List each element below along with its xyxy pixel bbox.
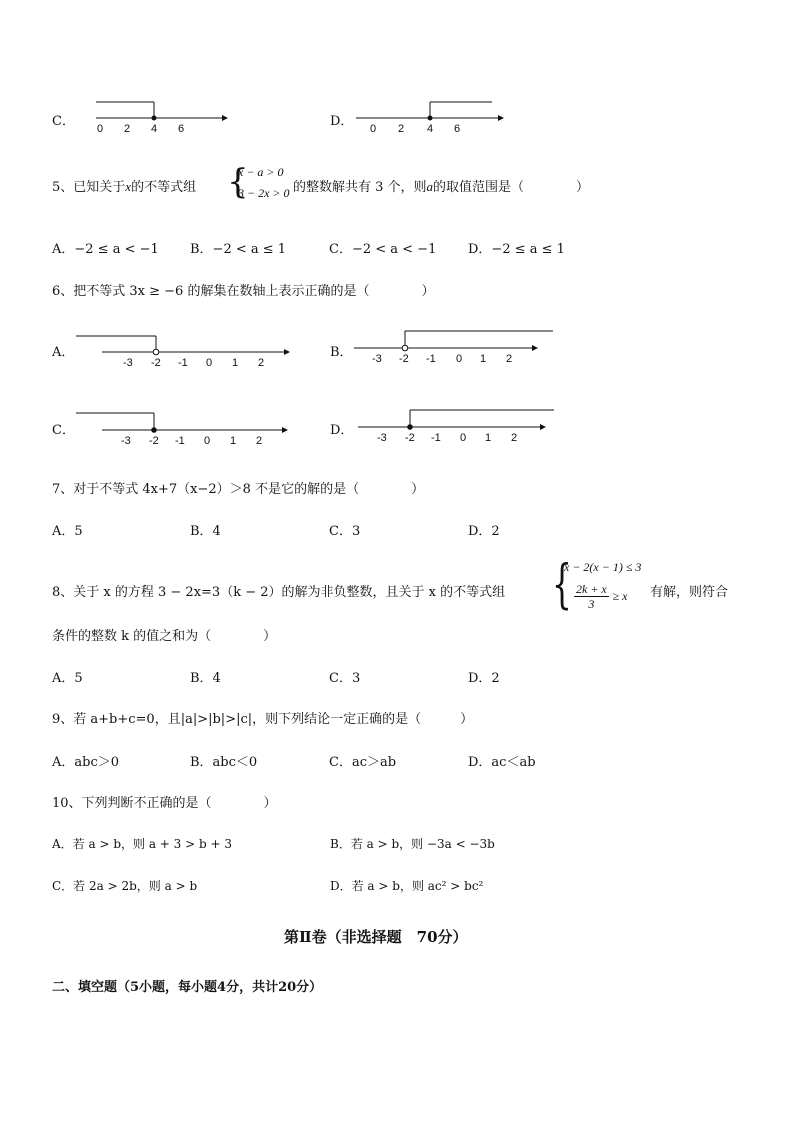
q7-option-b: B．4 [190,524,221,539]
svg-text:2: 2 [258,357,265,369]
section-heading: 二、填空题（5小题，每小题4分，共计20分） [52,980,323,995]
svg-text:0: 0 [204,435,211,447]
q7-option-c: C．3 [329,524,361,539]
svg-text:-2: -2 [151,357,161,369]
q8-stem-a: 8、关于 x 的方程 3 − 2x=3（k − 2）的解为非负整数，且关于 x 的不等式组 [52,585,506,600]
svg-text:-1: -1 [178,357,188,369]
svg-text:-3: -3 [372,353,382,365]
svg-text:0: 0 [456,353,463,365]
q9-option-c: C．ac＞ab [329,755,397,770]
q8-ineq1: x − 2(x − 1) ≤ 3 [564,560,642,574]
svg-text:-2: -2 [399,353,409,365]
q6-option-d-numberline [354,404,558,448]
q6-stem: 6、把不等式 3x ≥ −6 的解集在数轴上表示正确的是（ ） [52,284,435,299]
svg-text:2: 2 [256,435,263,447]
svg-text:-3: -3 [121,435,131,447]
q5-option-a: A．−2 ≤ a < −1 [52,242,159,257]
svg-text:1: 1 [485,432,492,444]
q5-brace: { [227,162,249,202]
q8-stem-b: 有解，则符合 [650,585,729,600]
tick-label: 4 [151,123,158,135]
tick-label: 2 [124,123,131,135]
q4-option-c-label: C． [52,114,75,129]
q5-option-d: D．−2 ≤ a ≤ 1 [468,242,565,257]
svg-text:1: 1 [230,435,237,447]
q5-ineq1: x − a > 0 [238,165,284,179]
q6-option-b-numberline [350,326,555,370]
svg-text:-3: -3 [377,432,387,444]
q8-option-d: D．2 [468,671,500,686]
q4-option-d-label: D． [330,114,354,129]
q5-stem-end: 的整数解共有 3 个，则a的取值范围是（ ） [293,179,590,195]
q8-stem-c: 条件的整数 k 的值之和为（ ） [52,629,277,644]
tick-label: 0 [370,123,377,135]
q10-option-c: C．若 2a > 2b，则 a > b [52,879,198,893]
tick-label: 0 [97,123,104,135]
tick-label: 6 [454,123,461,135]
q8-ineq2: $\frac{2k + x}{3}$ ≥ x [576,582,628,611]
q9-option-a: A．abc＞0 [52,755,120,770]
q9-option-b: B．abc＜0 [190,755,258,770]
svg-text:0: 0 [206,357,213,369]
q8-option-c: C．3 [329,671,361,686]
svg-text:2: 2 [506,353,513,365]
part2-title: 第Ⅱ卷（非选择题 70分） [284,928,468,946]
svg-text:-2: -2 [405,432,415,444]
q6-option-d-label: D． [330,423,354,438]
svg-text:-3: -3 [123,357,133,369]
svg-text:0: 0 [460,432,467,444]
svg-text:-1: -1 [431,432,441,444]
q6-option-a-numberline [74,330,296,374]
tick-label: 2 [398,123,405,135]
q5-stem: 5、已知关于x的不等式组 [52,179,197,195]
q9-stem: 9、若 a+b+c=0，且|a|>|b|>|c|，则下列结论一定正确的是（ ） [52,712,474,727]
svg-text:-1: -1 [175,435,185,447]
svg-text:-2: -2 [149,435,159,447]
q8-option-b: B．4 [190,671,221,686]
q5-ineq2: 3 − 2x > 0 [238,186,290,200]
q5-option-b: B．−2 < a ≤ 1 [190,242,287,257]
q6-option-c-numberline [74,408,296,452]
svg-text:-1: -1 [426,353,436,365]
q4-option-c-numberline [88,96,238,136]
q10-option-b: B．若 a > b，则 −3a < −3b [330,837,495,851]
q4-option-d-numberline [356,96,516,136]
q10-option-d: D．若 a > b，则 ac² > bc² [330,879,484,893]
q7-option-d: D．2 [468,524,500,539]
q7-option-a: A．5 [52,524,83,539]
svg-text:1: 1 [232,357,239,369]
q10-option-a: A．若 a > b，则 a + 3 > b + 3 [52,837,232,851]
svg-text:2: 2 [511,432,518,444]
q8-fraction: $\frac{2k + x}{3}$ [576,582,607,611]
q6-option-c-label: C． [52,423,75,438]
q8-option-a: A．5 [52,671,83,686]
q10-stem: 10、下列判断不正确的是（ ） [52,796,277,811]
q7-stem: 7、对于不等式 4x+7（x−2）＞8 不是它的解的是（ ） [52,482,425,497]
q9-option-d: D．ac＜ab [468,755,536,770]
q6-option-a-label: A． [52,345,75,360]
q5-option-c: C．−2 < a < −1 [329,242,437,257]
q8-brace: { [552,555,572,615]
tick-label: 4 [427,123,434,135]
tick-label: 6 [178,123,185,135]
svg-text:1: 1 [480,353,487,365]
q6-option-b-label: B． [330,345,353,360]
